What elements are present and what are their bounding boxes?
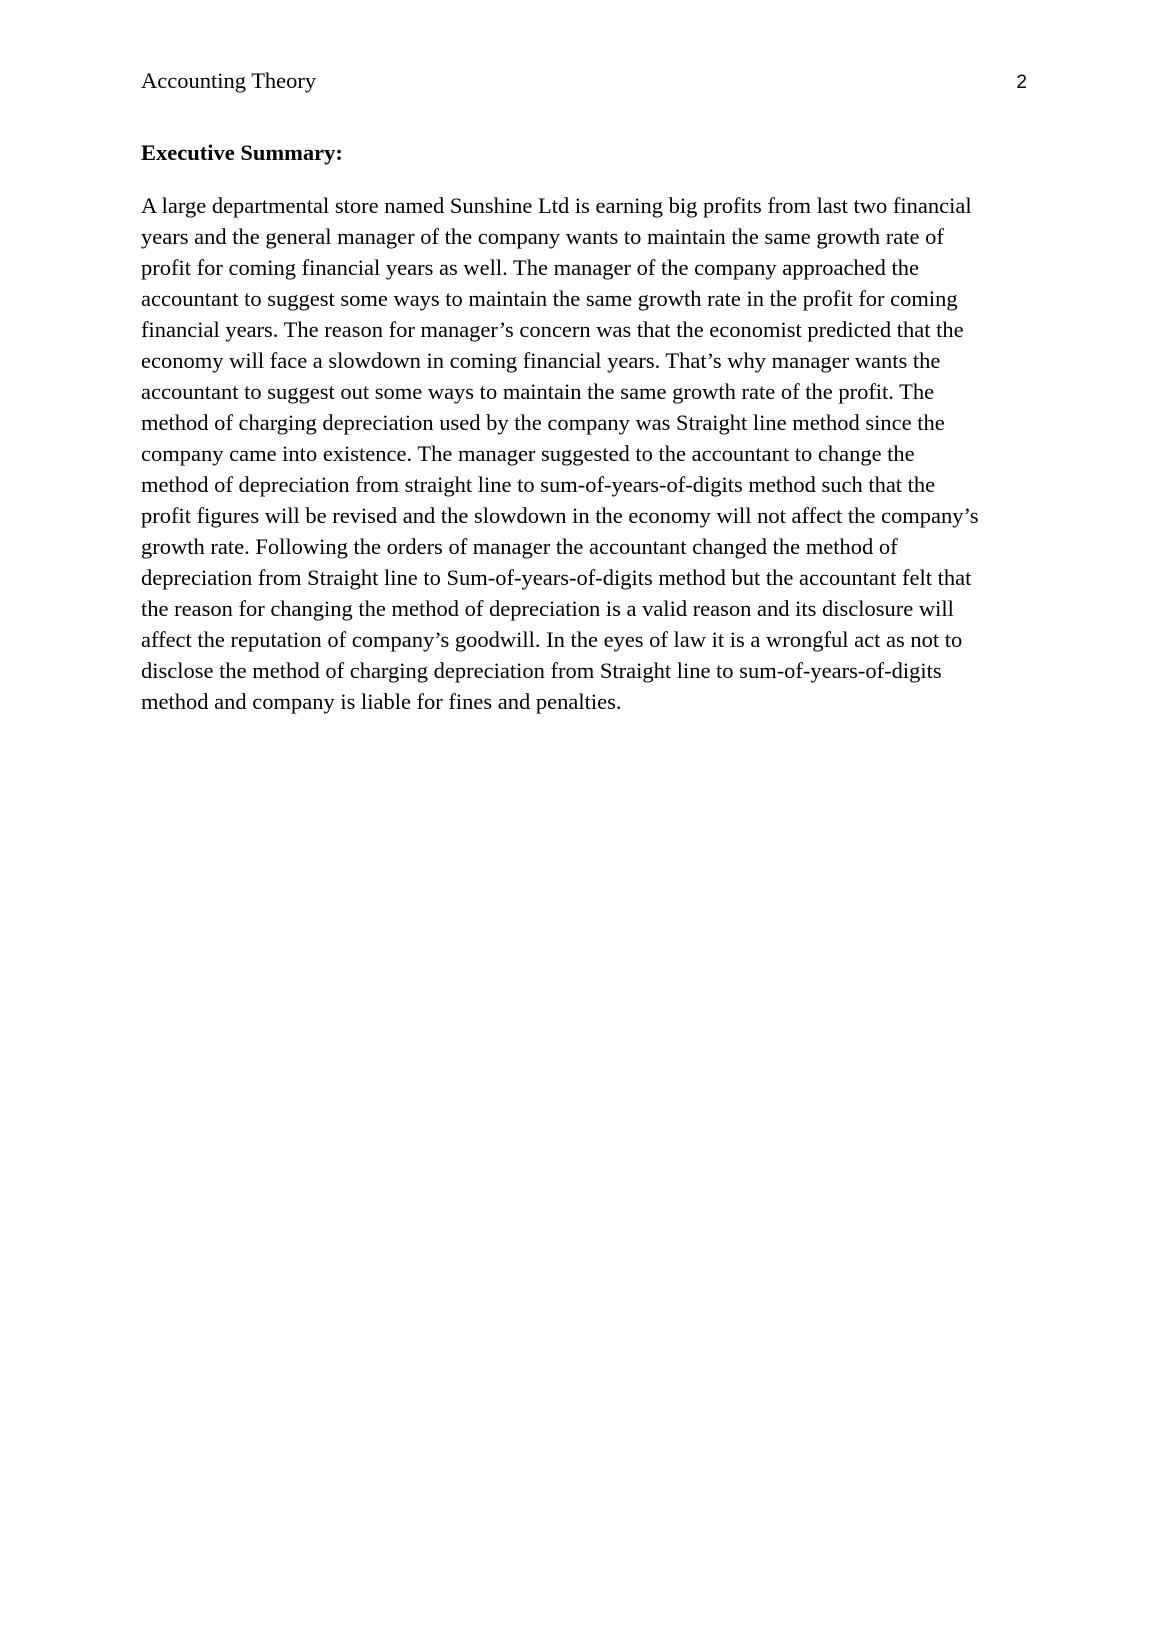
executive-summary-paragraph: [141, 190, 1027, 717]
paragraph-line-11: profit figures will be revised and the slowdown in the economy will not affect the company’s: [141, 503, 979, 528]
paragraph-line-8: method of charging depreciation used by the company was Straight line method since the: [141, 410, 945, 435]
paragraph-line-14: the reason for changing the method of depreciation is a valid reason and its disclosure will: [141, 596, 954, 621]
paragraph-line-9: company came into existence. The manager suggested to the accountant to change the: [141, 441, 915, 466]
paragraph-line-6: economy will face a slowdown in coming financial years. That’s why manager wants the: [141, 348, 941, 373]
paragraph-line-4: accountant to suggest some ways to maintain the same growth rate in the profit for coming: [141, 286, 958, 311]
page-number: 2: [1016, 72, 1027, 93]
paragraph-line-12: growth rate. Following the orders of manager the accountant changed the method of: [141, 534, 898, 559]
paragraph-line-17: method and company is liable for fines and penalties.: [141, 689, 622, 714]
paragraph-line-1: A large departmental store named Sunshine Ltd is earning big profits from last two financial: [141, 193, 972, 218]
paragraph-line-3: profit for coming financial years as well. The manager of the company approached the: [141, 255, 920, 280]
running-head-title: Accounting Theory: [141, 68, 317, 93]
paragraph-line-5: financial years. The reason for manager’s concern was that the economist predicted that the: [141, 317, 964, 342]
paragraph-line-16: disclose the method of charging depreciation from Straight line to sum-of-years-of-digits: [141, 658, 942, 683]
executive-summary-heading: Executive Summary:: [141, 140, 343, 165]
paragraph-line-10: method of depreciation from straight line to sum-of-years-of-digits method such that the: [141, 472, 936, 497]
paragraph-line-7: accountant to suggest out some ways to maintain the same growth rate of the profit. The: [141, 379, 935, 404]
paragraph-line-2: years and the general manager of the company wants to maintain the same growth rate of: [141, 224, 944, 249]
paragraph-line-13: depreciation from Straight line to Sum-of-years-of-digits method but the accountant felt that: [141, 565, 972, 590]
page-header: [141, 66, 1027, 100]
paragraph-line-15: affect the reputation of company’s goodwill. In the eyes of law it is a wrongful act as not to: [141, 627, 963, 652]
